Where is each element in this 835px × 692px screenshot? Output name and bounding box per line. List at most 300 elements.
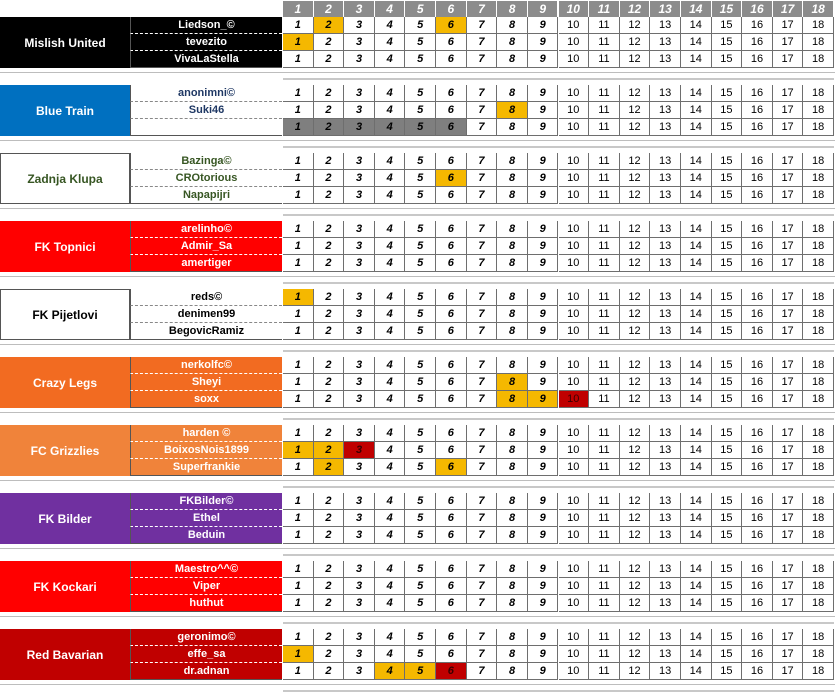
- round-cell[interactable]: 13: [650, 391, 681, 408]
- round-cell[interactable]: 16: [742, 153, 773, 170]
- round-cell[interactable]: 10: [559, 493, 590, 510]
- round-cell[interactable]: 12: [620, 561, 651, 578]
- round-cell[interactable]: 14: [681, 374, 712, 391]
- player-name[interactable]: effe_sa: [130, 646, 282, 663]
- round-cell[interactable]: 11: [589, 527, 620, 544]
- round-cell[interactable]: 18: [803, 391, 834, 408]
- round-cell[interactable]: 1: [283, 629, 314, 646]
- round-cell[interactable]: 18: [803, 357, 834, 374]
- player-name[interactable]: Superfrankie: [130, 459, 282, 476]
- player-name[interactable]: Sheyi: [130, 374, 282, 391]
- round-cell[interactable]: 8: [497, 442, 528, 459]
- round-cell[interactable]: 17: [773, 425, 804, 442]
- round-cell[interactable]: 11: [589, 578, 620, 595]
- player-name[interactable]: BegovicRamiz: [130, 323, 282, 340]
- player-name[interactable]: dr.adnan: [130, 663, 282, 680]
- round-cell[interactable]: 3: [344, 289, 375, 306]
- round-cell[interactable]: 10: [559, 238, 590, 255]
- round-cell[interactable]: 5: [405, 595, 436, 612]
- round-cell[interactable]: 7: [467, 51, 498, 68]
- round-cell[interactable]: 7: [467, 493, 498, 510]
- round-cell[interactable]: 6: [436, 578, 467, 595]
- team-name[interactable]: Crazy Legs: [0, 357, 130, 408]
- round-cell[interactable]: 5: [405, 459, 436, 476]
- round-cell[interactable]: 16: [742, 85, 773, 102]
- round-cell[interactable]: 14: [681, 629, 712, 646]
- round-cell[interactable]: 18: [803, 527, 834, 544]
- round-cell[interactable]: 1: [283, 221, 314, 238]
- round-cell[interactable]: 15: [712, 595, 743, 612]
- team-name[interactable]: Zadnja Klupa: [0, 153, 130, 204]
- round-cell[interactable]: 6: [436, 357, 467, 374]
- round-cell[interactable]: 7: [467, 255, 498, 272]
- player-name[interactable]: FKBilder©: [130, 493, 282, 510]
- round-cell[interactable]: 14: [681, 306, 712, 323]
- round-cell[interactable]: 2: [314, 595, 345, 612]
- round-cell[interactable]: 7: [467, 391, 498, 408]
- round-cell[interactable]: 7: [467, 357, 498, 374]
- round-cell[interactable]: 2: [314, 391, 345, 408]
- round-cell[interactable]: 11: [589, 646, 620, 663]
- round-cell[interactable]: 3: [344, 238, 375, 255]
- round-cell[interactable]: 12: [620, 34, 651, 51]
- round-cell[interactable]: 9: [528, 510, 559, 527]
- round-cell[interactable]: 17: [773, 391, 804, 408]
- round-cell[interactable]: 1: [283, 153, 314, 170]
- round-cell[interactable]: 8: [497, 357, 528, 374]
- round-cell[interactable]: 10: [559, 663, 590, 680]
- round-cell[interactable]: 4: [375, 238, 406, 255]
- round-cell[interactable]: 8: [497, 629, 528, 646]
- round-cell[interactable]: 16: [742, 459, 773, 476]
- round-cell[interactable]: 5: [405, 663, 436, 680]
- round-cell[interactable]: 4: [375, 153, 406, 170]
- round-cell[interactable]: 8: [497, 306, 528, 323]
- round-cell[interactable]: 15: [712, 119, 743, 136]
- round-cell[interactable]: 17: [773, 459, 804, 476]
- round-cell[interactable]: 3: [344, 357, 375, 374]
- round-cell[interactable]: 4: [375, 34, 406, 51]
- round-cell[interactable]: 16: [742, 289, 773, 306]
- round-cell[interactable]: 11: [589, 187, 620, 204]
- round-cell[interactable]: 8: [497, 238, 528, 255]
- round-cell[interactable]: 18: [803, 646, 834, 663]
- round-cell[interactable]: 9: [528, 391, 559, 408]
- round-cell[interactable]: 2: [314, 442, 345, 459]
- round-cell[interactable]: 16: [742, 391, 773, 408]
- round-cell[interactable]: 3: [344, 646, 375, 663]
- round-cell[interactable]: 10: [559, 17, 590, 34]
- round-cell[interactable]: 2: [314, 493, 345, 510]
- round-cell[interactable]: 4: [375, 357, 406, 374]
- player-name[interactable]: Liedson_©: [130, 17, 282, 34]
- round-cell[interactable]: 15: [712, 170, 743, 187]
- round-cell[interactable]: 12: [620, 119, 651, 136]
- round-cell[interactable]: 14: [681, 34, 712, 51]
- round-cell[interactable]: 12: [620, 153, 651, 170]
- round-cell[interactable]: 8: [497, 527, 528, 544]
- round-cell[interactable]: 3: [344, 255, 375, 272]
- round-cell[interactable]: 1: [283, 459, 314, 476]
- round-cell[interactable]: 15: [712, 17, 743, 34]
- round-cell[interactable]: 4: [375, 425, 406, 442]
- player-name[interactable]: Beduin: [130, 527, 282, 544]
- round-cell[interactable]: 11: [589, 102, 620, 119]
- round-cell[interactable]: 3: [344, 17, 375, 34]
- player-name[interactable]: denimen99: [130, 306, 282, 323]
- round-cell[interactable]: 11: [589, 493, 620, 510]
- round-cell[interactable]: 18: [803, 561, 834, 578]
- round-cell[interactable]: 1: [283, 119, 314, 136]
- round-cell[interactable]: 16: [742, 323, 773, 340]
- round-cell[interactable]: 2: [314, 663, 345, 680]
- round-cell[interactable]: 6: [436, 289, 467, 306]
- round-cell[interactable]: 1: [283, 357, 314, 374]
- round-cell[interactable]: 5: [405, 374, 436, 391]
- round-cell[interactable]: 4: [375, 119, 406, 136]
- player-name[interactable]: anonimni©: [130, 85, 282, 102]
- round-cell[interactable]: 5: [405, 34, 436, 51]
- round-cell[interactable]: 15: [712, 187, 743, 204]
- team-name[interactable]: FK Topnici: [0, 221, 130, 272]
- round-cell[interactable]: 8: [497, 510, 528, 527]
- round-cell[interactable]: 4: [375, 170, 406, 187]
- round-cell[interactable]: 18: [803, 17, 834, 34]
- round-cell[interactable]: 14: [681, 17, 712, 34]
- round-cell[interactable]: 13: [650, 425, 681, 442]
- round-cell[interactable]: 18: [803, 374, 834, 391]
- round-cell[interactable]: 14: [681, 153, 712, 170]
- round-cell[interactable]: 1: [283, 306, 314, 323]
- round-cell[interactable]: 1: [283, 493, 314, 510]
- round-cell[interactable]: 3: [344, 306, 375, 323]
- round-cell[interactable]: 3: [344, 323, 375, 340]
- round-cell[interactable]: 10: [559, 527, 590, 544]
- round-cell[interactable]: 3: [344, 663, 375, 680]
- round-cell[interactable]: 4: [375, 646, 406, 663]
- player-name[interactable]: VivaLaStella: [130, 51, 282, 68]
- round-cell[interactable]: 18: [803, 510, 834, 527]
- round-cell[interactable]: 8: [497, 102, 528, 119]
- round-cell[interactable]: 8: [497, 459, 528, 476]
- round-cell[interactable]: 6: [436, 102, 467, 119]
- team-name[interactable]: Blue Train: [0, 85, 130, 136]
- round-cell[interactable]: 6: [436, 119, 467, 136]
- round-cell[interactable]: 14: [681, 595, 712, 612]
- round-cell[interactable]: 14: [681, 221, 712, 238]
- round-cell[interactable]: 16: [742, 221, 773, 238]
- round-cell[interactable]: 11: [589, 170, 620, 187]
- round-cell[interactable]: 8: [497, 51, 528, 68]
- round-cell[interactable]: 8: [497, 646, 528, 663]
- round-cell[interactable]: 12: [620, 255, 651, 272]
- round-cell[interactable]: 16: [742, 34, 773, 51]
- round-cell[interactable]: 17: [773, 170, 804, 187]
- round-cell[interactable]: 17: [773, 646, 804, 663]
- round-cell[interactable]: 6: [436, 442, 467, 459]
- player-name[interactable]: Admir_Sa: [130, 238, 282, 255]
- round-cell[interactable]: 6: [436, 459, 467, 476]
- round-cell[interactable]: 15: [712, 238, 743, 255]
- round-cell[interactable]: 2: [314, 289, 345, 306]
- round-cell[interactable]: 16: [742, 255, 773, 272]
- round-cell[interactable]: 17: [773, 102, 804, 119]
- round-cell[interactable]: 2: [314, 51, 345, 68]
- round-cell[interactable]: 17: [773, 357, 804, 374]
- round-cell[interactable]: 7: [467, 187, 498, 204]
- round-cell[interactable]: 13: [650, 663, 681, 680]
- round-cell[interactable]: 15: [712, 442, 743, 459]
- round-cell[interactable]: 3: [344, 391, 375, 408]
- team-name[interactable]: Red Bavarian: [0, 629, 130, 680]
- round-cell[interactable]: 11: [589, 34, 620, 51]
- round-cell[interactable]: 10: [559, 255, 590, 272]
- round-cell[interactable]: 13: [650, 561, 681, 578]
- round-cell[interactable]: 8: [497, 17, 528, 34]
- round-cell[interactable]: 10: [559, 153, 590, 170]
- round-cell[interactable]: 6: [436, 663, 467, 680]
- round-cell[interactable]: 4: [375, 442, 406, 459]
- round-cell[interactable]: 11: [589, 391, 620, 408]
- round-cell[interactable]: 14: [681, 170, 712, 187]
- round-cell[interactable]: 7: [467, 646, 498, 663]
- round-cell[interactable]: 17: [773, 493, 804, 510]
- round-cell[interactable]: 8: [497, 153, 528, 170]
- round-cell[interactable]: 9: [528, 425, 559, 442]
- round-cell[interactable]: 3: [344, 561, 375, 578]
- team-name[interactable]: Mislish United: [0, 17, 130, 68]
- round-cell[interactable]: 9: [528, 323, 559, 340]
- round-cell[interactable]: 9: [528, 646, 559, 663]
- round-cell[interactable]: 7: [467, 221, 498, 238]
- player-name[interactable]: Maestro^^©: [130, 561, 282, 578]
- round-cell[interactable]: 10: [559, 578, 590, 595]
- round-cell[interactable]: 7: [467, 238, 498, 255]
- round-cell[interactable]: 1: [283, 289, 314, 306]
- round-cell[interactable]: 13: [650, 289, 681, 306]
- round-cell[interactable]: 8: [497, 663, 528, 680]
- round-cell[interactable]: 14: [681, 442, 712, 459]
- round-cell[interactable]: 8: [497, 221, 528, 238]
- round-cell[interactable]: 18: [803, 425, 834, 442]
- round-cell[interactable]: 2: [314, 459, 345, 476]
- player-name[interactable]: Bazinga©: [130, 153, 282, 170]
- round-cell[interactable]: 12: [620, 459, 651, 476]
- round-cell[interactable]: 10: [559, 646, 590, 663]
- round-cell[interactable]: 14: [681, 238, 712, 255]
- round-cell[interactable]: 7: [467, 170, 498, 187]
- round-cell[interactable]: 14: [681, 85, 712, 102]
- round-cell[interactable]: 11: [589, 119, 620, 136]
- round-cell[interactable]: 6: [436, 17, 467, 34]
- round-cell[interactable]: 13: [650, 629, 681, 646]
- round-cell[interactable]: 1: [283, 527, 314, 544]
- round-cell[interactable]: 8: [497, 85, 528, 102]
- round-cell[interactable]: 6: [436, 561, 467, 578]
- round-cell[interactable]: 10: [559, 442, 590, 459]
- round-cell[interactable]: 16: [742, 663, 773, 680]
- round-cell[interactable]: 17: [773, 119, 804, 136]
- round-cell[interactable]: 10: [559, 374, 590, 391]
- round-cell[interactable]: 3: [344, 170, 375, 187]
- round-cell[interactable]: 9: [528, 306, 559, 323]
- round-cell[interactable]: 15: [712, 34, 743, 51]
- round-cell[interactable]: 10: [559, 289, 590, 306]
- round-cell[interactable]: 6: [436, 187, 467, 204]
- round-cell[interactable]: 13: [650, 119, 681, 136]
- round-cell[interactable]: 12: [620, 442, 651, 459]
- round-cell[interactable]: 9: [528, 578, 559, 595]
- round-cell[interactable]: 1: [283, 578, 314, 595]
- round-cell[interactable]: 2: [314, 119, 345, 136]
- round-cell[interactable]: 8: [497, 170, 528, 187]
- round-cell[interactable]: 8: [497, 425, 528, 442]
- round-cell[interactable]: 12: [620, 493, 651, 510]
- round-cell[interactable]: 2: [314, 527, 345, 544]
- round-cell[interactable]: 4: [375, 17, 406, 34]
- round-cell[interactable]: 15: [712, 663, 743, 680]
- round-cell[interactable]: 11: [589, 323, 620, 340]
- round-cell[interactable]: 6: [436, 527, 467, 544]
- round-cell[interactable]: 2: [314, 255, 345, 272]
- round-cell[interactable]: 4: [375, 510, 406, 527]
- round-cell[interactable]: 7: [467, 510, 498, 527]
- round-cell[interactable]: 5: [405, 289, 436, 306]
- round-cell[interactable]: 12: [620, 357, 651, 374]
- round-cell[interactable]: 15: [712, 459, 743, 476]
- round-cell[interactable]: 8: [497, 374, 528, 391]
- round-cell[interactable]: 18: [803, 459, 834, 476]
- round-cell[interactable]: 14: [681, 323, 712, 340]
- round-cell[interactable]: 7: [467, 442, 498, 459]
- round-cell[interactable]: 5: [405, 51, 436, 68]
- round-cell[interactable]: 5: [405, 561, 436, 578]
- team-name[interactable]: FK Kockari: [0, 561, 130, 612]
- round-cell[interactable]: 4: [375, 391, 406, 408]
- round-cell[interactable]: 11: [589, 238, 620, 255]
- round-cell[interactable]: 14: [681, 255, 712, 272]
- round-cell[interactable]: 2: [314, 374, 345, 391]
- player-name[interactable]: Viper: [130, 578, 282, 595]
- round-cell[interactable]: 1: [283, 187, 314, 204]
- round-cell[interactable]: 16: [742, 527, 773, 544]
- round-cell[interactable]: 9: [528, 629, 559, 646]
- round-cell[interactable]: 2: [314, 221, 345, 238]
- round-cell[interactable]: 10: [559, 459, 590, 476]
- round-cell[interactable]: 15: [712, 153, 743, 170]
- round-cell[interactable]: 11: [589, 663, 620, 680]
- round-cell[interactable]: 17: [773, 221, 804, 238]
- round-cell[interactable]: 6: [436, 374, 467, 391]
- round-cell[interactable]: 5: [405, 85, 436, 102]
- round-cell[interactable]: 5: [405, 527, 436, 544]
- round-cell[interactable]: 4: [375, 561, 406, 578]
- round-cell[interactable]: 1: [283, 646, 314, 663]
- player-name[interactable]: BoixosNois1899: [130, 442, 282, 459]
- round-cell[interactable]: 3: [344, 153, 375, 170]
- round-cell[interactable]: 4: [375, 289, 406, 306]
- round-cell[interactable]: 10: [559, 561, 590, 578]
- round-cell[interactable]: 15: [712, 561, 743, 578]
- round-cell[interactable]: 17: [773, 17, 804, 34]
- round-cell[interactable]: 3: [344, 221, 375, 238]
- round-cell[interactable]: 7: [467, 527, 498, 544]
- round-cell[interactable]: 5: [405, 238, 436, 255]
- round-cell[interactable]: 5: [405, 170, 436, 187]
- round-cell[interactable]: 9: [528, 238, 559, 255]
- round-cell[interactable]: 6: [436, 425, 467, 442]
- round-cell[interactable]: 6: [436, 595, 467, 612]
- round-cell[interactable]: 13: [650, 374, 681, 391]
- round-cell[interactable]: 13: [650, 595, 681, 612]
- round-cell[interactable]: 4: [375, 629, 406, 646]
- round-cell[interactable]: 15: [712, 357, 743, 374]
- round-cell[interactable]: 16: [742, 238, 773, 255]
- round-cell[interactable]: 13: [650, 306, 681, 323]
- round-cell[interactable]: 5: [405, 425, 436, 442]
- round-cell[interactable]: 3: [344, 187, 375, 204]
- round-cell[interactable]: 11: [589, 51, 620, 68]
- round-cell[interactable]: 2: [314, 561, 345, 578]
- round-cell[interactable]: 13: [650, 238, 681, 255]
- round-cell[interactable]: 3: [344, 510, 375, 527]
- round-cell[interactable]: 4: [375, 255, 406, 272]
- round-cell[interactable]: 18: [803, 442, 834, 459]
- round-cell[interactable]: 15: [712, 102, 743, 119]
- round-cell[interactable]: 15: [712, 255, 743, 272]
- round-cell[interactable]: 7: [467, 561, 498, 578]
- round-cell[interactable]: 12: [620, 425, 651, 442]
- round-cell[interactable]: 2: [314, 187, 345, 204]
- round-cell[interactable]: 15: [712, 510, 743, 527]
- round-cell[interactable]: 9: [528, 663, 559, 680]
- round-cell[interactable]: 18: [803, 170, 834, 187]
- player-name[interactable]: tevezito: [130, 34, 282, 51]
- round-cell[interactable]: 1: [283, 510, 314, 527]
- round-cell[interactable]: 17: [773, 187, 804, 204]
- round-cell[interactable]: 18: [803, 102, 834, 119]
- round-cell[interactable]: 6: [436, 153, 467, 170]
- round-cell[interactable]: 9: [528, 187, 559, 204]
- round-cell[interactable]: 12: [620, 102, 651, 119]
- round-cell[interactable]: 10: [559, 85, 590, 102]
- round-cell[interactable]: 4: [375, 663, 406, 680]
- round-cell[interactable]: 2: [314, 578, 345, 595]
- round-cell[interactable]: 3: [344, 102, 375, 119]
- round-cell[interactable]: 4: [375, 527, 406, 544]
- round-cell[interactable]: 6: [436, 51, 467, 68]
- round-cell[interactable]: 18: [803, 238, 834, 255]
- round-cell[interactable]: 12: [620, 527, 651, 544]
- round-cell[interactable]: 10: [559, 51, 590, 68]
- round-cell[interactable]: 5: [405, 578, 436, 595]
- round-cell[interactable]: 1: [283, 374, 314, 391]
- round-cell[interactable]: 1: [283, 102, 314, 119]
- round-cell[interactable]: 9: [528, 493, 559, 510]
- round-cell[interactable]: 10: [559, 357, 590, 374]
- round-cell[interactable]: 9: [528, 442, 559, 459]
- round-cell[interactable]: 7: [467, 663, 498, 680]
- round-cell[interactable]: 12: [620, 323, 651, 340]
- round-cell[interactable]: 7: [467, 578, 498, 595]
- round-cell[interactable]: 5: [405, 442, 436, 459]
- round-cell[interactable]: 13: [650, 493, 681, 510]
- round-cell[interactable]: 17: [773, 255, 804, 272]
- round-cell[interactable]: 13: [650, 221, 681, 238]
- round-cell[interactable]: 8: [497, 289, 528, 306]
- round-cell[interactable]: 18: [803, 221, 834, 238]
- round-cell[interactable]: 12: [620, 374, 651, 391]
